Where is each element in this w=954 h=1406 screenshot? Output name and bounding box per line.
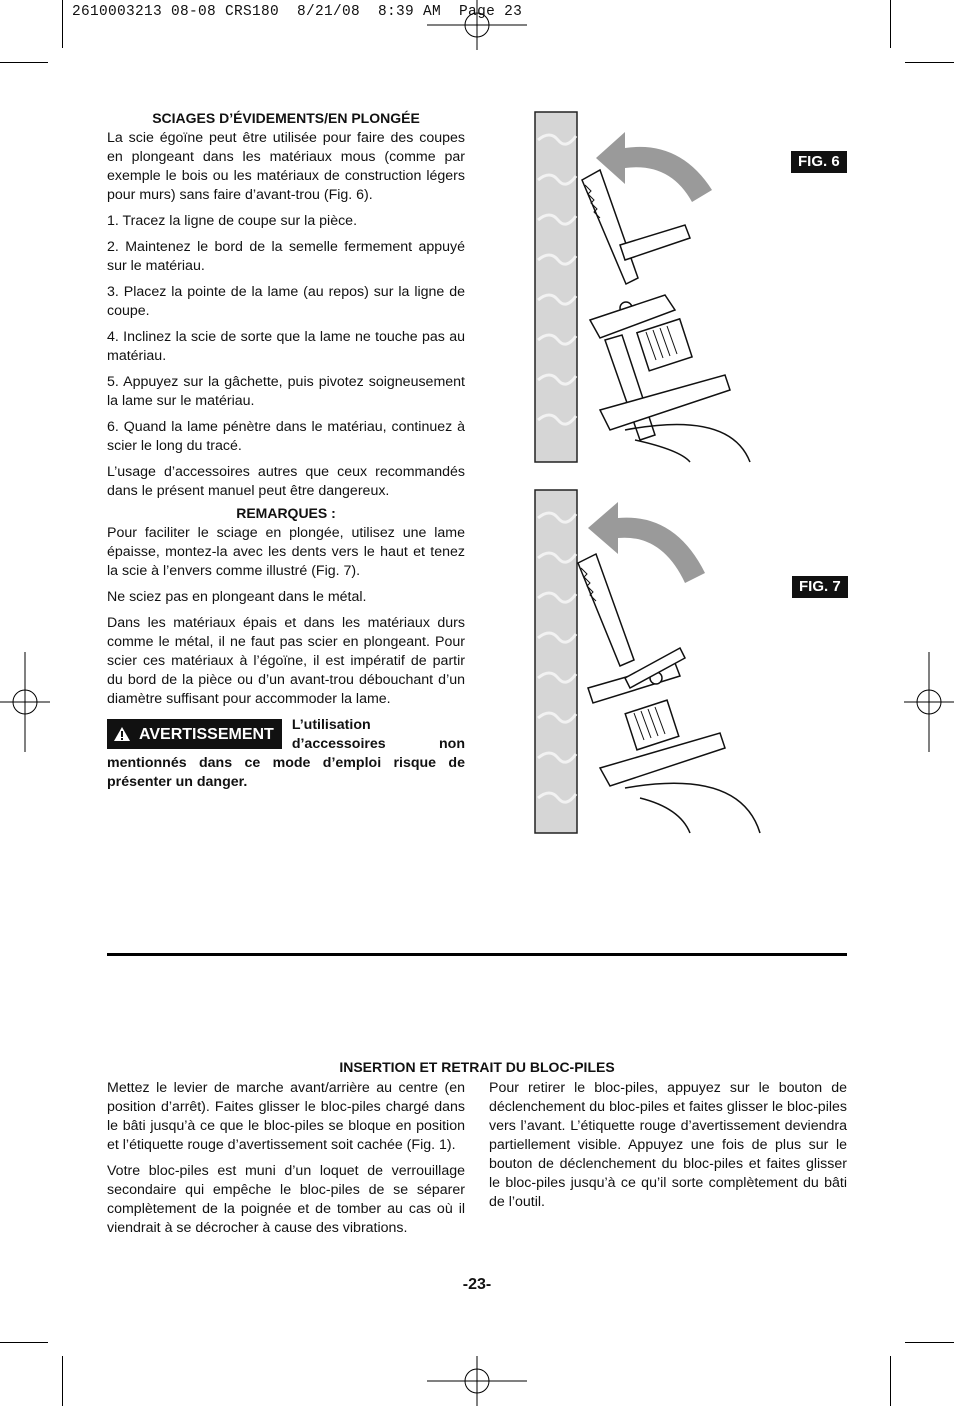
step-4: 4. Inclinez la scie de sorte que la lame ne touche pas au matériau.	[107, 329, 465, 364]
registration-mark-right	[904, 652, 954, 752]
battery-left-column	[107, 1079, 465, 1245]
step-5: 5. Appuyez sur la gâchette, puis pivotez soigneusement la lame sur le matériau.	[107, 374, 465, 409]
registration-mark-top	[427, 0, 527, 50]
battery-title: INSERTION ET RETRAIT DU BLOC-PILES	[339, 1059, 615, 1075]
figure-7-illustration	[530, 488, 795, 836]
section-title: SCIAGES D’ÉVIDEMENTS/EN PLONGÉE	[152, 110, 420, 126]
remark-1: Pour faciliter le sciage en plongée, utilisez une lame épaisse, montez-la avec les dents vers le haut et tenez la scie à l’envers comme illustré (Fig. 7).	[107, 525, 465, 579]
figure-6-illustration	[530, 110, 760, 465]
battery-insert-paragraph: Mettez le levier de marche avant/arrière au centre (en position d’arrêt). Faites glisser le bloc-piles chargé dans le bâti jusqu’à ce que le bloc-piles se bloque en position et l’étiquette rouge d’avertissement soit cachée (Fig. 1).	[107, 1080, 465, 1153]
step-6: 6. Quand la lame pénètre dans le matériau, continuez à scier le long du tracé.	[107, 419, 465, 454]
warning-text: L’utilisation d’accessoires non mentionnés dans ce mode d’emploi risque de présenter un danger.	[107, 717, 465, 790]
warning-label: AVERTISSEMENT	[139, 725, 274, 743]
figure-6-label: FIG. 6	[791, 151, 847, 173]
remarks-title: REMARQUES :	[236, 505, 336, 521]
warning-triangle-icon	[113, 726, 131, 742]
remark-3: Dans les matériaux épais et dans les matériaux durs comme le métal, il ne faut pas scier en plongeant. Pour scier ces matériaux à l’égoïne, il est impératif de partir du bord de la pièce ou d’un avant-trou débouchant d’un diamètre suffisant pour accommoder la lame.	[107, 615, 465, 707]
registration-mark-bottom	[427, 1356, 527, 1406]
battery-remove-paragraph: Pour retirer le bloc-piles, appuyez sur le bouton de déclenchement du bloc-piles et faites glisser le bloc-piles vers l’avant. L’étiquette rouge d’avertissement deviendra partiellement visible. Appuyez une fois de plus sur le bouton de déclenchement du bloc-piles et faites glisser le bloc-piles jusqu’à ce qu’il sorte complètement du bâti de l’outil.	[489, 1080, 847, 1210]
section-divider	[107, 953, 847, 956]
step-2: 2. Maintenez le bord de la semelle fermement appuyé sur le matériau.	[107, 239, 465, 274]
battery-latch-paragraph: Votre bloc-piles est muni d’un loquet de verrouillage secondaire qui empêche le bloc-piles de se séparer complètement de la poignée et de tomber au cas où il viendrait à se décrocher à cause des vibrations.	[107, 1163, 465, 1236]
intro-paragraph: La scie égoïne peut être utilisée pour faire des coupes en plongeant dans les matériaux mous (comme par exemple le bois ou les matériaux de construction légers pour murs) sans faire d’avant-trou (Fig. 6).	[107, 130, 465, 203]
figure-7-label: FIG. 7	[792, 576, 848, 598]
warning-block	[107, 716, 465, 792]
page-number: -23-	[462, 1276, 492, 1293]
remark-2: Ne sciez pas en plongeant dans le métal.	[107, 589, 367, 605]
accessory-caution: L’usage d’accessoires autres que ceux recommandés dans le présent manuel peut être dangereux.	[107, 464, 465, 499]
step-1: 1. Tracez la ligne de coupe sur la pièce.	[107, 213, 358, 229]
registration-mark-left	[0, 652, 50, 752]
step-3: 3. Placez la pointe de la lame (au repos) sur la ligne de coupe.	[107, 284, 465, 319]
warning-badge	[107, 719, 282, 749]
battery-right-column	[489, 1079, 847, 1219]
plunge-cut-section	[107, 109, 465, 792]
battery-section-title	[107, 1058, 847, 1078]
print-slug: 2610003213 08-08 CRS180 8/21/08 8:39 AM Page 23	[72, 4, 523, 20]
